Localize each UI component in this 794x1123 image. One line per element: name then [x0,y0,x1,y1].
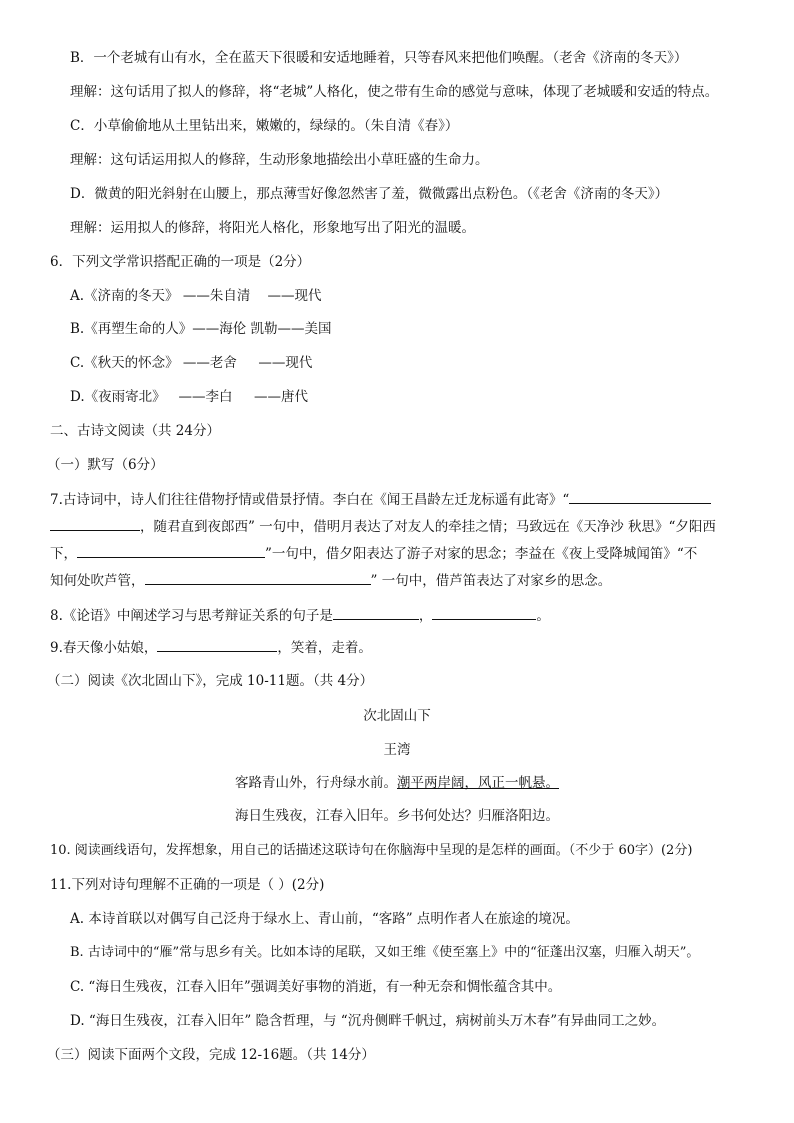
poem-line-1 [0,773,794,793]
q11-stem: 11.下列对诗句理解不正确的一项是（ ）(2分) [50,877,325,893]
q6-option-d: D.《夜雨寄北》 ——李白 ——唐代 [70,389,308,405]
q7-blank-1[interactable] [569,489,711,504]
q8-text-a: 8.《论语》中阐述学习与思考辩证关系的句子是 [50,608,333,624]
subsection-2-title: （二）阅读《次北固山下》，完成 10-11题。（共 4分） [47,673,374,689]
subsection-3-title: （三）阅读下面两个文段，完成 12-16题。（共 14分） [47,1047,375,1063]
q8-text-b: ， [418,608,433,624]
poem-line-1a: 客路青山外，行舟绿水前。 [235,775,397,791]
q9-text-b: ，笑着，走着。 [277,640,372,656]
q7-line-1 [50,489,711,510]
q7-text-4b: ” 一句中，借芦笛表达了对家乡的思念。 [370,573,612,589]
q8-blank-1[interactable] [333,605,419,620]
q7-blank-1-cont[interactable] [50,516,140,531]
q7-text-4a: 知何处吹芦管， [50,573,145,589]
q7-text-3b: ”一句中，借夕阳表达了游子对家的思念；李益在《夜上受降城闻笛》“不 [265,546,698,562]
q9-blank[interactable] [157,637,277,652]
q7-line-3 [50,543,697,564]
q10-stem: 10. 阅读画线语句，发挥想象，用自己的话描述这联诗句在你脑海中呈现的是怎样的画面。（不少于 60字）(2分) [50,843,693,858]
q6-stem: 6．下列文学常识搭配正确的一项是（2分） [50,254,311,270]
section-2-title: 二、古诗文阅读（共 24分） [50,423,220,439]
poem-line-2: 海日生残夜，江春入旧年。乡书何处达？归雁洛阳边。 [235,808,559,824]
subsection-1-title: （一）默写（6分） [47,457,164,473]
q8-text-c: 。 [536,608,550,624]
q11-option-d: D. “海日生残夜，江春入旧年” 隐含哲理，与 “沉舟侧畔千帆过，病树前头万木春”有异曲同工之妙。 [70,1013,666,1029]
q6-option-c: C.《秋天的怀念》 ——老舍 ——现代 [70,355,313,371]
q7-text-1: 7.古诗词中，诗人们往往借物抒情或借景抒情。李白在《闻王昌龄左迁龙标遥有此寄》“ [50,492,570,508]
q11-option-c: C. “海日生残夜，江春入旧年”强调美好事物的消逝，有一种无奈和惆怅蕴含其中。 [70,979,562,995]
q11-option-b: B. 古诗词中的“雁”常与思乡有关。比如本诗的尾联，又如王维《使至塞上》中的“征蓬出汉塞，归雁入胡天”。 [70,945,700,960]
poem-underlined-line: 潮平两岸阔，风正一帆悬。 [397,775,559,791]
q7-text-2: ，随君直到夜郎西” 一句中，借明月表达了对友人的牵挂之情；马致远在《天净沙 秋思》“夕阳西 [140,519,716,535]
q5-option-b: B．一个老城有山有水，全在蓝天下很暖和安适地睡着，只等春风来把他们唤醒。（老舍《济南的冬天》） [70,50,688,66]
q5-option-c-note: 理解：这句话运用拟人的修辞，生动形象地描绘出小草旺盛的生命力。 [70,152,489,168]
q9-line [50,637,372,658]
q9-text-a: 9.春天像小姑娘， [50,640,158,656]
q8-line [50,605,550,626]
q11-option-a: A. 本诗首联以对偶写自己泛舟于绿水上、青山前，“客路” 点明作者人在旅途的境况。 [70,911,579,927]
q5-option-d: D．微黄的阳光斜射在山腰上，那点薄雪好像忽然害了羞，微微露出点粉色。（《老舍《济南的冬天》） [70,186,669,202]
q7-line-4 [50,570,611,591]
q6-option-a: A.《济南的冬天》 ——朱自清 ——现代 [70,288,322,304]
q7-blank-2[interactable] [77,543,265,558]
q7-text-3a: 下， [50,546,77,562]
poem-author: 王湾 [383,742,411,758]
q5-option-b-note: 理解：这句话用了拟人的修辞，将“老城”人格化，使之带有生命的感觉与意味，体现了老城暖和安适的特点。 [70,84,719,100]
poem-title: 次北固山下 [363,708,431,724]
q6-option-b: B.《再塑生命的人》——海伦 凯勒——美国 [70,321,332,337]
q5-option-d-note: 理解：运用拟人的修辞，将阳光人格化，形象地写出了阳光的温暖。 [70,220,475,236]
q5-option-c: C．小草偷偷地从土里钻出来，嫩嫩的，绿绿的。（朱自清《春》） [70,118,459,134]
q8-blank-2[interactable] [432,605,536,620]
q7-blank-3[interactable] [145,570,371,585]
q7-line-2 [50,516,716,537]
